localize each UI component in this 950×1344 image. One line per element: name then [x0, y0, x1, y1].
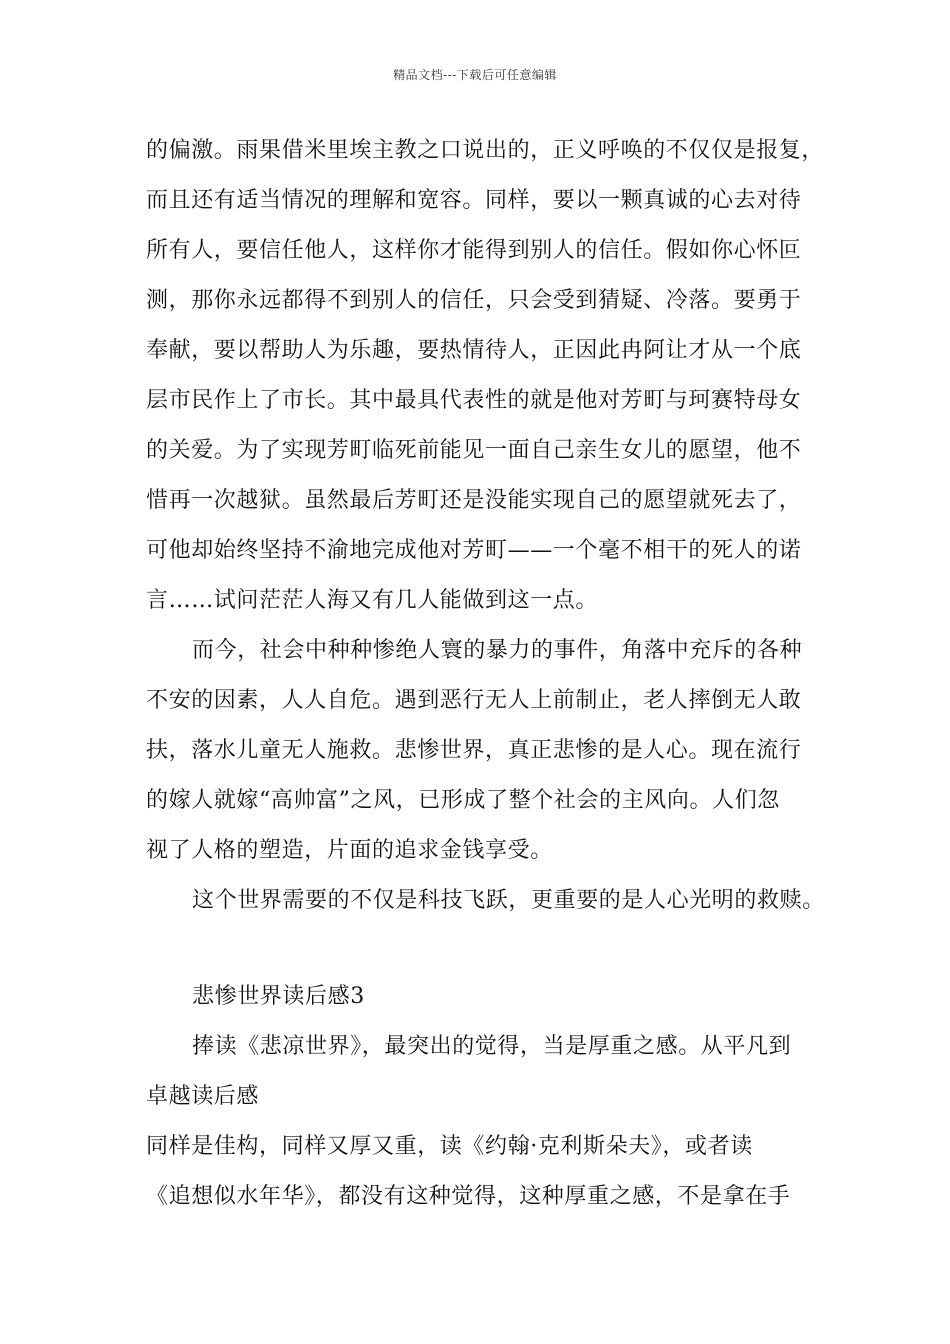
text-line: 这个世界需要的不仅是科技飞跃，更重要的是人心光明的救赎。 [192, 888, 825, 913]
text-line: 的关爱。为了实现芳町临死前能见一面自己亲生女儿的愿望，他不 [146, 438, 802, 463]
document-body [146, 126, 825, 1222]
text-line: 而且还有适当情况的理解和宽容。同样，要以一颗真诚的心去对待 [146, 188, 802, 213]
text-line: 言……试问茫茫人海又有几人能做到这一点。 [146, 588, 599, 613]
text-line: 捧读《悲凉世界》，最突出的觉得，当是厚重之感。从平凡到 [192, 1034, 792, 1059]
text-line: 奉献，要以帮助人为乐趣，要热情待人，正因此冉阿让才从一个底 [146, 338, 802, 363]
spacer [146, 926, 816, 972]
paragraph-2 [146, 626, 816, 876]
text-line: 扶，落水儿童无人施救。悲惨世界，真正悲惨的是人心。现在流行 [146, 738, 802, 763]
text-line: 视了人格的塑造，片面的追求金钱享受。 [146, 838, 553, 863]
text-line: 所有人，要信任他人，这样你才能得到别人的信任。假如你心怀叵 [146, 238, 802, 263]
text-line: 卓越读后感 [146, 1084, 260, 1109]
text-line: 同样是佳构，同样又厚又重，读《约翰·克利斯朵夫》，或者读 [146, 1134, 753, 1159]
paragraph-5 [146, 1122, 816, 1222]
text-line: 而今，社会中种种惨绝人寰的暴力的事件，角落中充斥的各种 [192, 638, 803, 663]
section-title: 悲惨世界读后感3 [192, 984, 365, 1009]
text-line: 可他却始终坚持不渝地完成他对芳町——一个毫不相干的死人的诺 [146, 538, 802, 563]
section-heading [146, 972, 816, 1022]
page-header: 精品文档---下载后可任意编辑 [393, 68, 557, 82]
text-line: 惜再一次越狱。虽然最后芳町还是没能实现自己的愿望就死去了， [146, 488, 802, 513]
paragraph-4 [146, 1022, 816, 1122]
text-line: 《追想似水年华》，都没有这种觉得，这种厚重之感，不是拿在手 [146, 1184, 791, 1209]
text-line: 层市民作上了市长。其中最具代表性的就是他对芳町与珂赛特母女 [146, 388, 802, 413]
text-line: 不安的因素，人人自危。遇到恶行无人上前制止，老人摔倒无人敢 [146, 688, 802, 713]
paragraph-3 [146, 876, 825, 926]
text-line: 的嫁人就嫁“高帅富”之风，已形成了整个社会的主风向。人们忽 [146, 788, 780, 813]
paragraph-1 [146, 126, 825, 626]
text-line: 的偏激。雨果借米里埃主教之口说出的，正义呼唤的不仅仅是报复， [146, 138, 825, 163]
text-line: 测，那你永远都得不到别人的信任，只会受到猜疑、冷落。要勇于 [146, 288, 802, 313]
